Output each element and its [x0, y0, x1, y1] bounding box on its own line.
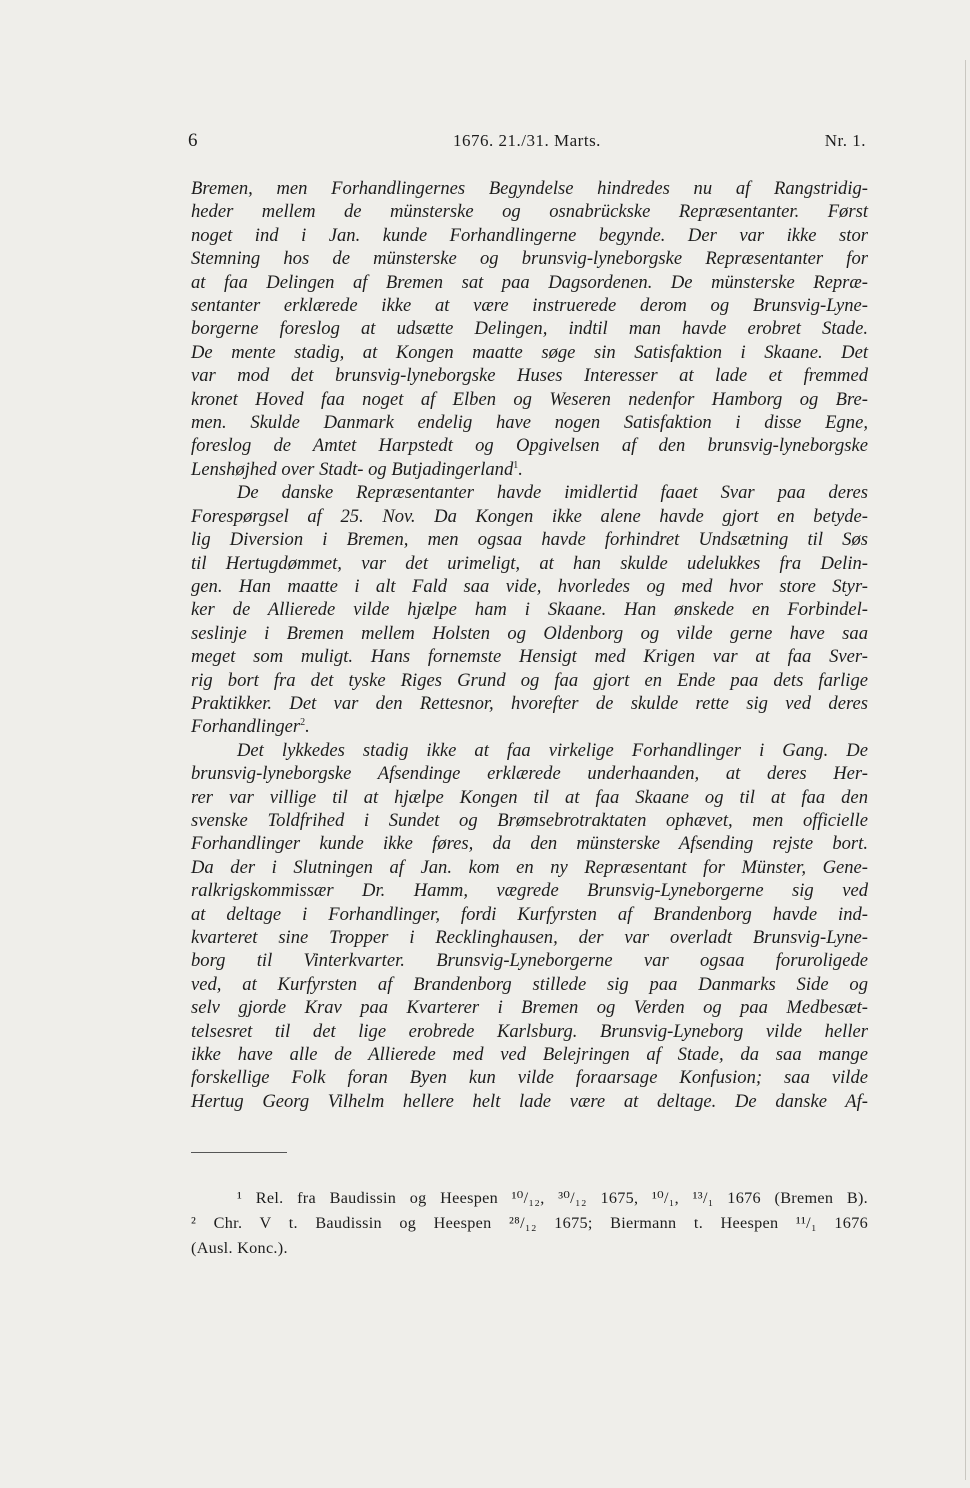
- body-line: [191, 949, 868, 972]
- body-line: [191, 762, 868, 785]
- footnote-line: ² Chr. V t. Baudissin og Heespen ²⁸/₁₂ 1675; Biermann t. Heespen ¹¹/₁ 1676: [191, 1214, 868, 1232]
- body-line-text: Bremen, men Forhandlingernes Begyndelse hindredes nu af Rangstridig-: [191, 178, 868, 199]
- body-line: [191, 926, 868, 949]
- body-line: [191, 1090, 868, 1113]
- body-line: [191, 739, 868, 762]
- body-line: [191, 1020, 868, 1043]
- body-line: [191, 411, 868, 434]
- body-line: [191, 598, 868, 621]
- body-line-text: Da der i Slutningen af Jan. kom en ny Repræsentant for Münster, Gene-: [191, 856, 868, 878]
- body-line-text: De danske Repræsentanter havde imidlertid faaet Svar paa deres: [237, 482, 868, 504]
- body-line-text: Lenshøjhed over Stadt- og Butjadingerland: [191, 458, 514, 480]
- body-line: [191, 996, 868, 1019]
- body-line-text: kvarteret sine Tropper i Recklinghausen, der var overladt Brunsvig-Lyne-: [191, 927, 868, 948]
- body-line-text: at faa Delingen af Bremen sat paa Dagsordenen. De münsterske Repræ-: [191, 271, 868, 293]
- body-line: [191, 1043, 868, 1066]
- body-line: [191, 879, 868, 902]
- body-line-text: at deltage i Forhandlinger, fordi Kurfyrsten af Brandenborg havde ind-: [191, 903, 868, 925]
- body-line-text: var mod det brunsvig-lyneborgske Huses Interesser at lade et fremmed: [191, 365, 868, 387]
- body-line: [191, 247, 868, 270]
- body-line-text: selv gjorde Krav paa Kvarterer i Bremen og Verden og paa Medbesæt-: [191, 997, 868, 1019]
- body-line-text: til Hertugdømmet, var det urimeligt, at han skulde udelukkes fra Delin-: [191, 552, 868, 574]
- footnote-line: ¹ Rel. fra Baudissin og Heespen ¹⁰/₁₂, ³⁰/₁₂ 1675, ¹⁰/₁, ¹³/₁ 1676 (Bremen B).: [237, 1189, 868, 1207]
- body-line-punct: .: [518, 458, 523, 480]
- body-line: [191, 528, 868, 551]
- body-line-text: kronet Hoved faa noget af Elben og Weseren nedenfor Hamborg og Bre-: [191, 388, 868, 410]
- body-line-text: men. Skulde Danmark endelig have nogen Satisfaktion i disse Egne,: [191, 412, 868, 434]
- body-line: [191, 224, 868, 247]
- body-text: [191, 177, 868, 1113]
- body-line: [191, 575, 868, 598]
- body-line: [191, 177, 868, 200]
- body-line-text: De mente stadig, at Kongen maatte søge sin Satisfaktion i Skaane. Det: [191, 341, 868, 363]
- header-date: 1676. 21./31. Marts.: [453, 131, 601, 150]
- body-line: [191, 388, 868, 411]
- footnote-ref: 1: [513, 459, 519, 471]
- page-edge-line: [965, 60, 966, 1480]
- body-line-text: rig bort fra det tyske Riges Grund og faa gjort en Ende paa dets farlige: [191, 669, 868, 691]
- body-line-text: svenske Toldfrihed i Sundet og Brømsebrotraktaten ophævet, men officielle: [191, 809, 868, 831]
- body-line-text: Praktikker. Det var den Rettesnor, hvorefter de skulde rette sig ved deres: [191, 692, 868, 714]
- body-line-text: noget ind i Jan. kunde Forhandlingerne begynde. Der var ikke stor: [191, 224, 868, 246]
- body-line-text: brunsvig-lyneborgske Afsendinge erklærede underhaanden, at deres Her-: [191, 763, 868, 785]
- footnote-ref: 2: [300, 717, 306, 729]
- body-line-punct: .: [305, 716, 310, 738]
- body-line-text: rer var villige til at hjælpe Kongen til at faa Skaane og til at faa den: [191, 786, 868, 808]
- body-line: [191, 294, 868, 317]
- body-line-text: ralkrigskommissær Dr. Hamm, vægrede Brunsvig-Lyneborgerne sig ved: [191, 880, 868, 902]
- body-line-text: Forespørgsel af 25. Nov. Da Kongen ikke alene havde gjort en betyde-: [191, 505, 868, 527]
- body-line: [191, 715, 868, 738]
- body-line-text: telsesret til det lige erobrede Karlsburg. Brunsvig-Lyneborg vilde heller: [191, 1020, 868, 1042]
- body-line-text: forskellige Folk foran Byen kun vilde foraarsage Konfusion; saa vilde: [191, 1067, 868, 1089]
- body-line: [191, 200, 868, 223]
- body-line: [191, 1066, 868, 1089]
- body-line-text: lig Diversion i Bremen, men ogsaa havde forhindret Undsætning til Søs: [191, 529, 868, 551]
- body-line-text: Det lykkedes stadig ikke at faa virkelige Forhandlinger i Gang. De: [237, 739, 868, 761]
- body-line: [191, 622, 868, 645]
- footnotes: [191, 1186, 868, 1261]
- body-line-text: Forhandlinger kunde ikke føres, da den münsterske Afsending rejste bort.: [191, 833, 868, 855]
- body-line: [191, 856, 868, 879]
- body-line-text: Stemning hos de münsterske og brunsvig-lyneborgske Repræsentanter for: [191, 248, 868, 270]
- body-line: [191, 786, 868, 809]
- header-number: Nr. 1.: [824, 131, 866, 150]
- body-line: [191, 973, 868, 996]
- body-line-text: ikke have alle de Allierede med ved Belejringen af Stade, da saa mange: [191, 1044, 868, 1066]
- body-line: [191, 669, 868, 692]
- body-line: [191, 903, 868, 926]
- body-line: [191, 317, 868, 340]
- body-line-text: gen. Han maatte i alt Fald saa vide, hvorledes og med hvor store Styr-: [191, 575, 868, 597]
- body-line: [191, 364, 868, 387]
- body-line-text: Forhandlinger: [191, 716, 301, 738]
- body-line: [191, 692, 868, 715]
- body-line-text: meget som muligt. Hans fornemste Hensigt med Krigen var at faa Sver-: [191, 646, 868, 668]
- body-line: [191, 481, 868, 504]
- body-line: [191, 809, 868, 832]
- body-line-text: ved, at Kurfyrsten af Brandenborg stillede sig paa Danmarks Side og: [191, 973, 868, 995]
- page-number: 6: [188, 130, 198, 151]
- body-line: [191, 271, 868, 294]
- body-line: [191, 505, 868, 528]
- body-line-text: foreslog de Amtet Harpstedt og Opgivelsen af den brunsvig-lyneborgske: [191, 435, 868, 457]
- body-line-text: sentanter erklærede ikke at være instruerede derom og Brunsvig-Lyne-: [191, 295, 868, 317]
- body-line: [191, 645, 868, 668]
- body-line: [191, 458, 868, 481]
- footnote-line: (Ausl. Konc.).: [191, 1239, 288, 1257]
- body-line-text: ker de Allierede vilde hjælpe ham i Skaane. Han ønskede en Forbindel-: [191, 599, 868, 621]
- body-line-text: borgerne foreslog at udsætte Delingen, indtil man havde erobret Stade.: [191, 318, 868, 340]
- footnote-rule: [191, 1152, 287, 1153]
- body-line-text: heder mellem de münsterske og osnabrückske Repræsentanter. Først: [191, 201, 868, 223]
- body-line-text: Hertug Georg Vilhelm hellere helt lade være at deltage. De danske Af-: [191, 1090, 868, 1112]
- page-header: [188, 130, 866, 156]
- body-line-text: seslinje i Bremen mellem Holsten og Oldenborg og vilde gerne have saa: [191, 622, 868, 644]
- body-line-text: borg til Vinterkvarter. Brunsvig-Lyneborgerne var ogsaa foruroligede: [191, 950, 868, 972]
- body-line: [191, 832, 868, 855]
- body-line: [191, 341, 868, 364]
- body-line: [191, 552, 868, 575]
- body-line: [191, 434, 868, 457]
